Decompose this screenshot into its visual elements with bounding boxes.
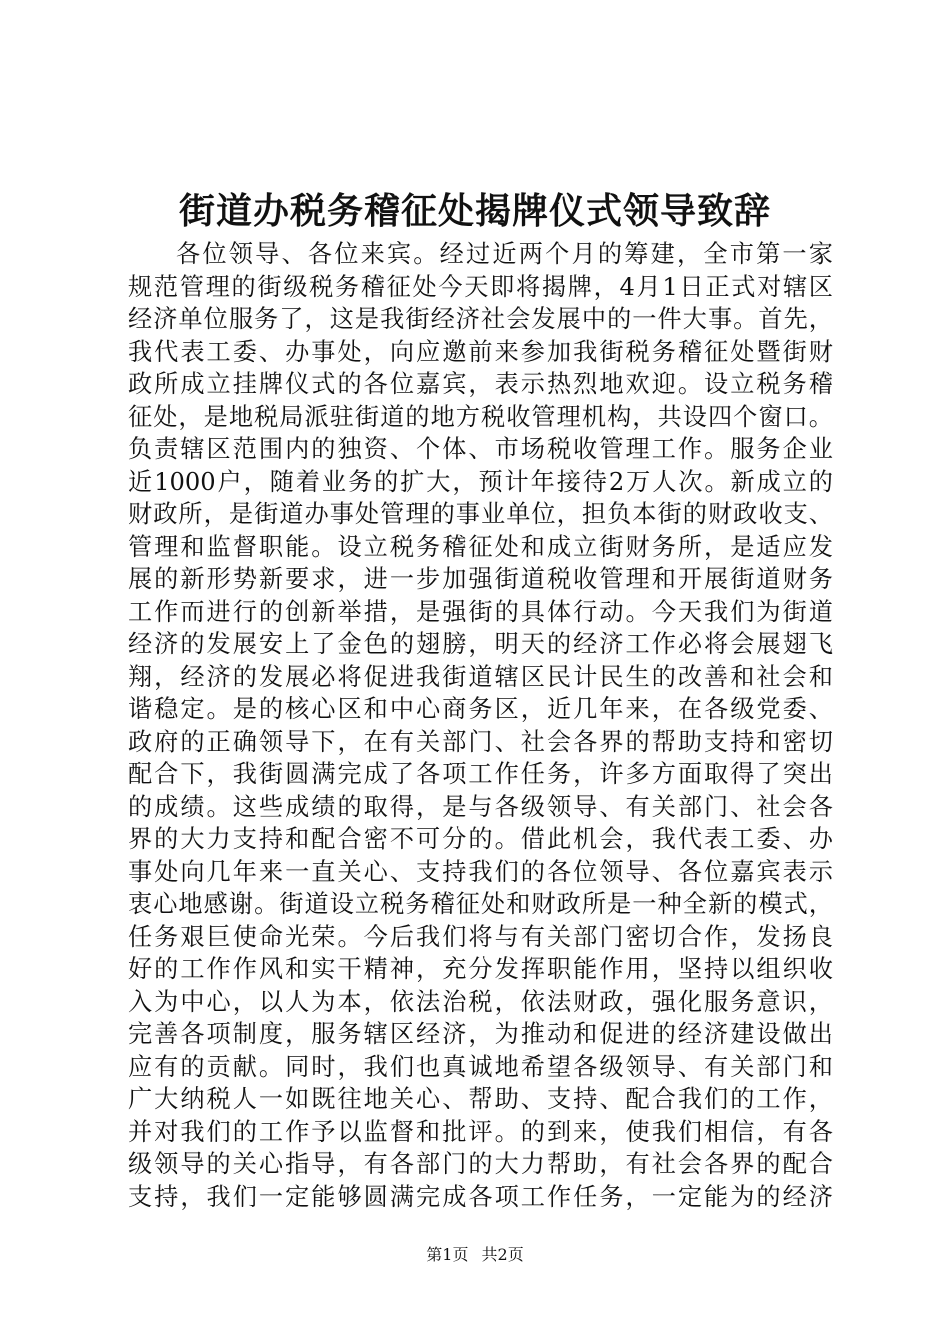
page-number: 第1页: [426, 1245, 469, 1264]
body-line: 工作而进行的创新举措，是强街的具体行动。今天我们为街道: [128, 597, 833, 626]
body-line: 规范管理的街级税务稽征处今天即将揭牌，4月1日正式对辖区: [128, 272, 833, 301]
body-line: 应有的贡献。同时，我们也真诚地希望各级领导、有关部门和: [128, 1052, 833, 1081]
body-line: 政所成立挂牌仪式的各位嘉宾，表示热烈地欢迎。设立税务稽: [128, 370, 833, 398]
document-title: 街道办税务稽征处揭牌仪式领导致辞: [178, 190, 771, 232]
body-line: 征处，是地税局派驻街道的地方税收管理机构，共设四个窗口。: [128, 402, 833, 431]
body-line: 各位领导、各位来宾。经过近两个月的筹建，全市第一家: [176, 240, 833, 268]
body-line: 任务艰巨使命光荣。今后我们将与有关部门密切合作，发扬良: [128, 922, 833, 951]
body-line: 广大纳税人一如既往地关心、帮助、支持、配合我们的工作，: [128, 1085, 833, 1113]
body-line: 我代表工委、办事处，向应邀前来参加我街税务稽征处暨街财: [128, 337, 833, 366]
body-line: 经济单位服务了，这是我街经济社会发展中的一件大事。首先，: [128, 305, 833, 333]
body-line: 好的工作作风和实干精神，充分发挥职能作用，坚持以组织收: [128, 955, 833, 983]
body-line: 近1000户，随着业务的扩大，预计年接待2万人次。新成立的: [128, 467, 833, 496]
body-line: 展的新形势新要求，进一步加强街道税收管理和开展街道财务: [128, 565, 833, 593]
page-footer: [0, 1244, 950, 1266]
body-line: 级领导的关心指导，有各部门的大力帮助，有社会各界的配合: [128, 1150, 833, 1178]
body-line: 的成绩。这些成绩的取得，是与各级领导、有关部门、社会各: [128, 792, 833, 821]
body-line: 衷心地感谢。街道设立税务稽征处和财政所是一种全新的模式，: [128, 890, 833, 918]
body-line: 配合下，我街圆满完成了各项工作任务，许多方面取得了突出: [128, 760, 833, 788]
body-line: 入为中心，以人为本，依法治税，依法财政，强化服务意识，: [128, 987, 833, 1016]
body-line: 支持，我们一定能够圆满完成各项工作任务，一定能为的经济: [128, 1182, 833, 1211]
body-line: 谐稳定。是的核心区和中心商务区，近几年来，在各级党委、: [128, 695, 833, 723]
body-line: 翔，经济的发展必将促进我街道辖区民计民生的改善和社会和: [128, 662, 833, 691]
body-line: 管理和监督职能。设立税务稽征处和成立街财务所，是适应发: [128, 532, 833, 561]
body-line: 经济的发展安上了金色的翅膀，明天的经济工作必将会展翅飞: [128, 630, 833, 658]
body-line: 完善各项制度，服务辖区经济，为推动和促进的经济建设做出: [128, 1020, 833, 1048]
page-count: 共2页: [481, 1245, 524, 1264]
body-line: 事处向几年来一直关心、支持我们的各位领导、各位嘉宾表示: [128, 857, 833, 886]
body-line: 界的大力支持和配合密不可分的。借此机会，我代表工委、办: [128, 825, 833, 853]
body-line: 政府的正确领导下，在有关部门、社会各界的帮助支持和密切: [128, 727, 833, 756]
body-line: 财政所，是街道办事处管理的事业单位，担负本街的财政收支、: [128, 500, 833, 528]
body-line: 并对我们的工作予以监督和批评。的到来，使我们相信，有各: [128, 1117, 833, 1146]
document-body: [128, 238, 833, 1213]
body-line: 负责辖区范围内的独资、个体、市场税收管理工作。服务企业: [128, 435, 833, 463]
